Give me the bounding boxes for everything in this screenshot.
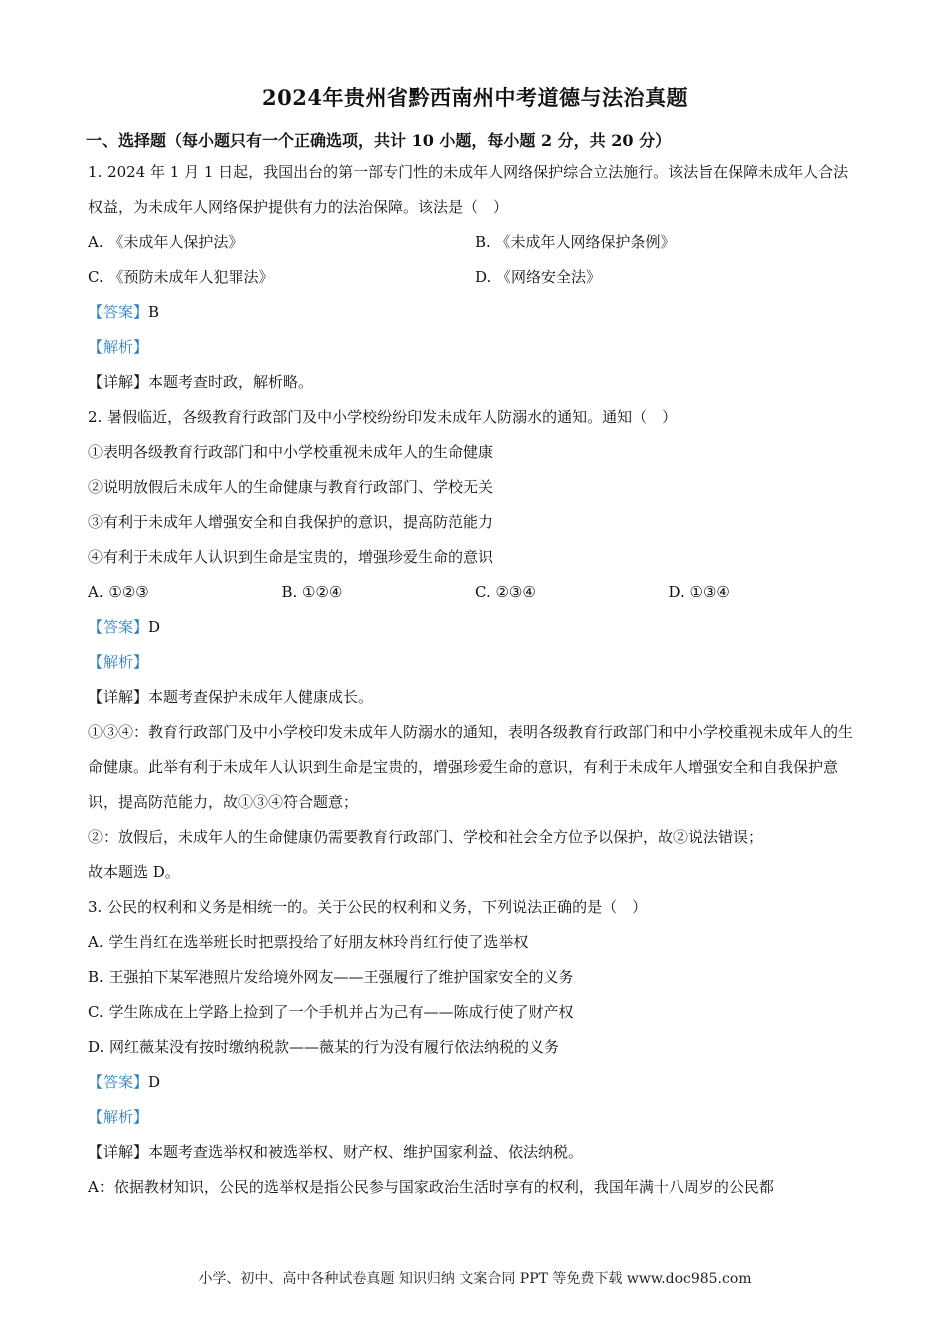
- question-3-detail: [88, 1135, 862, 1170]
- analysis-tag: 【解析】: [88, 653, 149, 671]
- answer-tag: 【答案】: [88, 618, 149, 636]
- answer-tag: 【答案】: [88, 1073, 149, 1091]
- question-1-option-a: A. 《未成年人保护法》: [88, 233, 244, 251]
- question-1-detail: [88, 365, 862, 400]
- question-2-option-d: D. ①③④: [668, 583, 730, 601]
- question-3-analysis: [88, 1100, 862, 1135]
- question-1-analysis: [88, 330, 862, 365]
- question-1-option-d: D. 《网络安全法》: [475, 268, 602, 286]
- page-footer: 小学、初中、高中各种试卷真题 知识归纳 文案合同 PPT 等免费下载 www.doc985.com: [198, 1271, 752, 1287]
- document-page: [88, 82, 862, 1205]
- question-2-option-c: C. ②③④: [475, 583, 536, 601]
- question-1-options-row-2: [88, 260, 862, 295]
- detail-text: 本题考查选举权和被选举权、财产权、维护国家利益、依法纳税。: [148, 1143, 584, 1161]
- answer-value: D: [148, 618, 161, 636]
- question-1-option-c: C. 《预防未成年人犯罪法》: [88, 268, 274, 286]
- question-2-item-4: ④有利于未成年人认识到生命是宝贵的，增强珍爱生命的意识: [88, 548, 494, 566]
- question-2-option-a: A. ①②③: [88, 583, 149, 601]
- question-3-option-b: B. 王强拍下某军港照片发给境外网友——王强履行了维护国家安全的义务: [88, 968, 574, 986]
- answer-value: D: [148, 1073, 161, 1091]
- question-3-answer: [88, 1065, 862, 1100]
- question-2-option-b: B. ①②④: [281, 583, 343, 601]
- analysis-tag: 【解析】: [88, 1108, 149, 1126]
- question-1-stem: 1. 2024 年 1 月 1 日起，我国出台的第一部专门性的未成年人网络保护综合立法施行。该法旨在保障未成年人合法权益，为未成年人网络保护提供有力的法治保障。该法是（ ）: [88, 163, 849, 216]
- question-2-options: [88, 575, 862, 610]
- question-1-options-row-1: [88, 225, 862, 260]
- question-1-option-b: B. 《未成年人网络保护条例》: [475, 233, 676, 251]
- section-heading: 一、选择题（每小题只有一个正确选项，共计 10 小题，每小题 2 分，共 20 分）: [86, 131, 672, 150]
- question-3-option-d: D. 网红薇某没有按时缴纳税款——薇某的行为没有履行依法纳税的义务: [88, 1038, 560, 1056]
- answer-value: B: [148, 303, 160, 321]
- answer-tag: 【答案】: [88, 303, 149, 321]
- question-2-detail: [88, 680, 862, 715]
- question-3-explain-1: A：依据教材知识，公民的选举权是指公民参与国家政治生活时享有的权利，我国年满十八周岁的公民都: [88, 1178, 774, 1196]
- question-2-item-1: ①表明各级教育行政部门和中小学校重视未成年人的生命健康: [88, 443, 494, 461]
- question-2-explain-2: ②：放假后，未成年人的生命健康仍需要教育行政部门、学校和社会全方位予以保护，故②说法错误；: [88, 828, 764, 846]
- question-1-answer: [88, 295, 862, 330]
- question-2-item-2: ②说明放假后未成年人的生命健康与教育行政部门、学校无关: [88, 478, 494, 496]
- detail-tag: 【详解】: [88, 1143, 149, 1161]
- question-2-conclusion: 故本题选 D。: [88, 863, 180, 881]
- question-2-answer: [88, 610, 862, 645]
- question-3-stem: 3. 公民的权利和义务是相统一的。关于公民的权利和义务，下列说法正确的是（ ）: [88, 898, 648, 916]
- analysis-tag: 【解析】: [88, 338, 149, 356]
- page-title: 2024年贵州省黔西南州中考道德与法治真题: [262, 85, 688, 110]
- detail-tag: 【详解】: [88, 373, 149, 391]
- detail-text: 本题考查保护未成年人健康成长。: [148, 688, 374, 706]
- question-2-stem: 2. 暑假临近，各级教育行政部门及中小学校纷纷印发未成年人防溺水的通知。通知（ ）: [88, 408, 678, 426]
- question-3-option-c: C. 学生陈成在上学路上捡到了一个手机并占为己有——陈成行使了财产权: [88, 1003, 574, 1021]
- detail-text: 本题考查时政，解析略。: [148, 373, 314, 391]
- detail-tag: 【详解】: [88, 688, 149, 706]
- question-2-analysis: [88, 645, 862, 680]
- question-3-option-a: A. 学生肖红在选举班长时把票投给了好朋友林玲肖红行使了选举权: [88, 933, 529, 951]
- question-2-explain-1: ①③④：教育行政部门及中小学校印发未成年人防溺水的通知，表明各级教育行政部门和中小学校重视未成年人的生命健康。此举有利于未成年人认识到生命是宝贵的，增强珍爱生命的意识，有利于未成年人增强安全和自我保护意识，提高防范能力，故①③④符合题意；: [88, 723, 854, 811]
- question-2-item-3: ③有利于未成年人增强安全和自我保护的意识，提高防范能力: [88, 513, 494, 531]
